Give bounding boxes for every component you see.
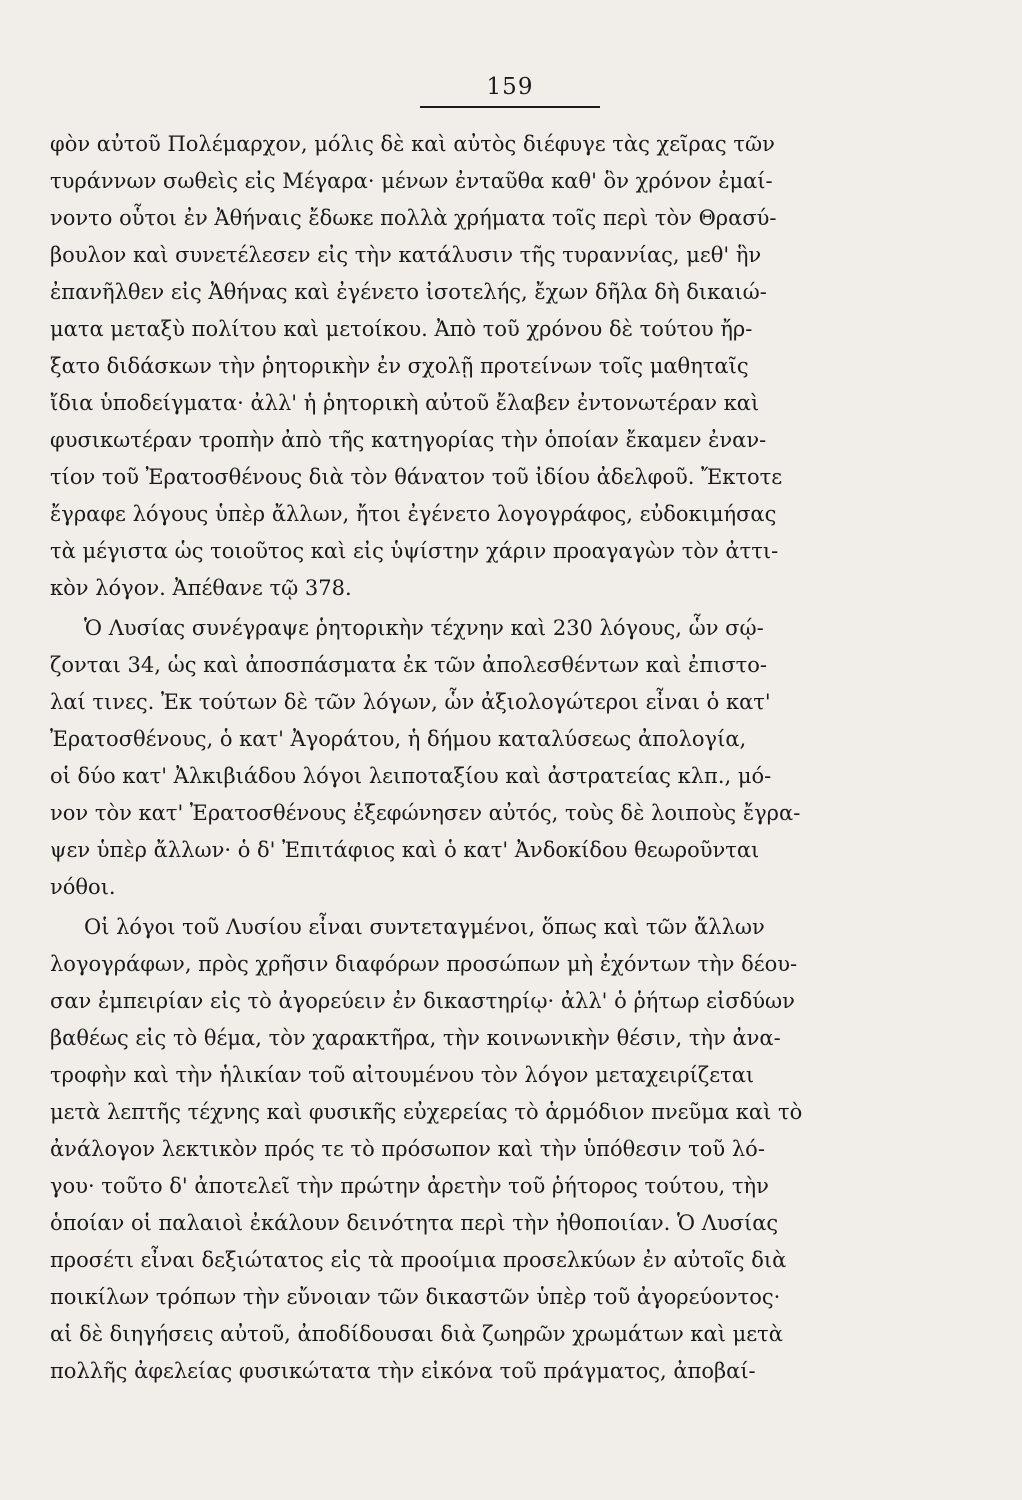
- text-line: τυράννων σωθεὶς εἰς Μέγαρα· μένων ἐνταῦθα καθ' ὃν χρόνον ἐμαί-: [50, 169, 773, 193]
- text-line: ὁποίαν οἱ παλαιοὶ ἐκάλουν δεινότητα περὶ τὴν ἠθοποιίαν. Ὁ Λυσίας: [50, 1211, 779, 1235]
- text-line: σαν ἐμπειρίαν εἰς τὸ ἀγορεύειν ἐν δικαστηρίῳ· ἀλλ' ὁ ῥήτωρ εἰσδύων: [50, 989, 795, 1013]
- text-line: προσέτι εἶναι δεξιώτατος εἰς τὰ προοίμια προσελκύων ἐν αὐτοῖς διὰ: [50, 1248, 787, 1272]
- text-line: λαί τινες. Ἐκ τούτων δὲ τῶν λόγων, ὧν ἀξιολογώτεροι εἶναι ὁ κατ': [50, 690, 771, 714]
- text-line: τίον τοῦ Ἐρατοσθένους διὰ τὸν θάνατον τοῦ ἰδίου ἀδελφοῦ. Ἔκτοτε: [50, 465, 783, 489]
- text-line: ξατο διδάσκων τὴν ῥητορικὴν ἐν σχολῇ προτείνων τοῖς μαθηταῖς: [50, 354, 749, 378]
- text-line: λογογράφων, πρὸς χρῆσιν διαφόρων προσώπων μὴ ἐχόντων τὴν δέου-: [50, 952, 798, 976]
- text-line: ἀνάλογον λεκτικὸν πρός τε τὸ πρόσωπον καὶ τὴν ὑπόθεσιν τοῦ λό-: [50, 1137, 765, 1161]
- text-line: ψεν ὑπὲρ ἄλλων· ὁ δ' Ἐπιτάφιος καὶ ὁ κατ' Ἀνδοκίδου θεωροῦνται: [50, 838, 760, 862]
- text-line: Ἐρατοσθένους, ὁ κατ' Ἀγοράτου, ἡ δήμου καταλύσεως ἀπολογία,: [50, 727, 747, 751]
- text-line: πολλῆς ἀφελείας φυσικώτατα τὴν εἰκόνα τοῦ πράγματος, ἀποβαί-: [50, 1359, 756, 1383]
- text-line: ἴδια ὑποδείγματα· ἀλλ' ἡ ῥητορικὴ αὐτοῦ ἔλαβεν ἐντονωτέραν καὶ: [50, 391, 760, 415]
- text-line: μετὰ λεπτῆς τέχνης καὶ φυσικῆς εὐχερείας τὸ ἁρμόδιον πνεῦμα καὶ τὸ: [50, 1100, 803, 1124]
- text-line: ἐπανῆλθεν εἰς Ἀθήνας καὶ ἐγένετο ἰσοτελής, ἔχων δῆλα δὴ δικαιώ-: [50, 280, 767, 304]
- text-line: αἱ δὲ διηγήσεις αὐτοῦ, ἀποδίδουσαι διὰ ζωηρῶν χρωμάτων καὶ μετὰ: [50, 1322, 783, 1346]
- text-line: ζονται 34, ὡς καὶ ἀποσπάσματα ἐκ τῶν ἀπολεσθέντων καὶ ἐπιστο-: [50, 653, 768, 677]
- text-line: γου· τοῦτο δ' ἀποτελεῖ τὴν πρώτην ἀρετὴν τοῦ ῥήτορος τούτου, τὴν: [50, 1174, 769, 1198]
- text-line: Ὁ Λυσίας συνέγραψε ῥητορικὴν τέχνην καὶ 230 λόγους, ὧν σῴ-: [84, 616, 764, 640]
- text-line: φυσικωτέραν τροπὴν ἀπὸ τῆς κατηγορίας τὴν ὁποίαν ἔκαμεν ἐναν-: [50, 428, 767, 452]
- text-line: νοντο οὗτοι ἐν Ἀθήναις ἔδωκε πολλὰ χρήματα τοῖς περὶ τὸν Θρασύ-: [50, 206, 777, 230]
- text-line: τὰ μέγιστα ὡς τοιοῦτος καὶ εἰς ὑψίστην χάριν προαγαγὼν τὸν ἀττι-: [50, 539, 779, 563]
- text-line: βαθέως εἰς τὸ θέμα, τὸν χαρακτῆρα, τὴν κοινωνικὴν θέσιν, τὴν ἀνα-: [50, 1026, 781, 1050]
- header-rule: [420, 106, 600, 108]
- text-line: φὸν αὐτοῦ Πολέμαρχον, μόλις δὲ καὶ αὐτὸς διέφυγε τὰς χεῖρας τῶν: [50, 132, 775, 156]
- text-line: νόθοι.: [50, 875, 116, 899]
- text-line: ματα μεταξὺ πολίτου καὶ μετοίκου. Ἀπὸ τοῦ χρόνου δὲ τούτου ἤρ-: [50, 317, 753, 341]
- page-number: 159: [486, 74, 534, 100]
- text-line: τροφὴν καὶ τὴν ἡλικίαν τοῦ αἰτουμένου τὸν λόγον μεταχειρίζεται: [50, 1063, 755, 1087]
- text-line: οἱ δύο κατ' Ἀλκιβιάδου λόγοι λειποταξίου καὶ ἀστρατείας κλπ., μό-: [50, 764, 772, 788]
- text-line: βουλον καὶ συνετέλεσεν εἰς τὴν κατάλυσιν τῆς τυραννίας, μεθ' ἣν: [50, 243, 762, 267]
- text-line: ποικίλων τρόπων τὴν εὔνοιαν τῶν δικαστῶν ὑπὲρ τοῦ ἀγορεύοντος·: [50, 1285, 781, 1309]
- text-line: ἔγραφε λόγους ὑπὲρ ἄλλων, ἤτοι ἐγένετο λογογράφος, εὐδοκιμήσας: [50, 502, 777, 526]
- text-line: κὸν λόγον. Ἀπέθανε τῷ 378.: [50, 576, 352, 600]
- text-line: Οἱ λόγοι τοῦ Λυσίου εἶναι συντεταγμένοι, ὅπως καὶ τῶν ἄλλων: [84, 915, 765, 939]
- text-line: νον τὸν κατ' Ἐρατοσθένους ἐξεφώνησεν αὐτός, τοὺς δὲ λοιποὺς ἔγρα-: [50, 801, 801, 825]
